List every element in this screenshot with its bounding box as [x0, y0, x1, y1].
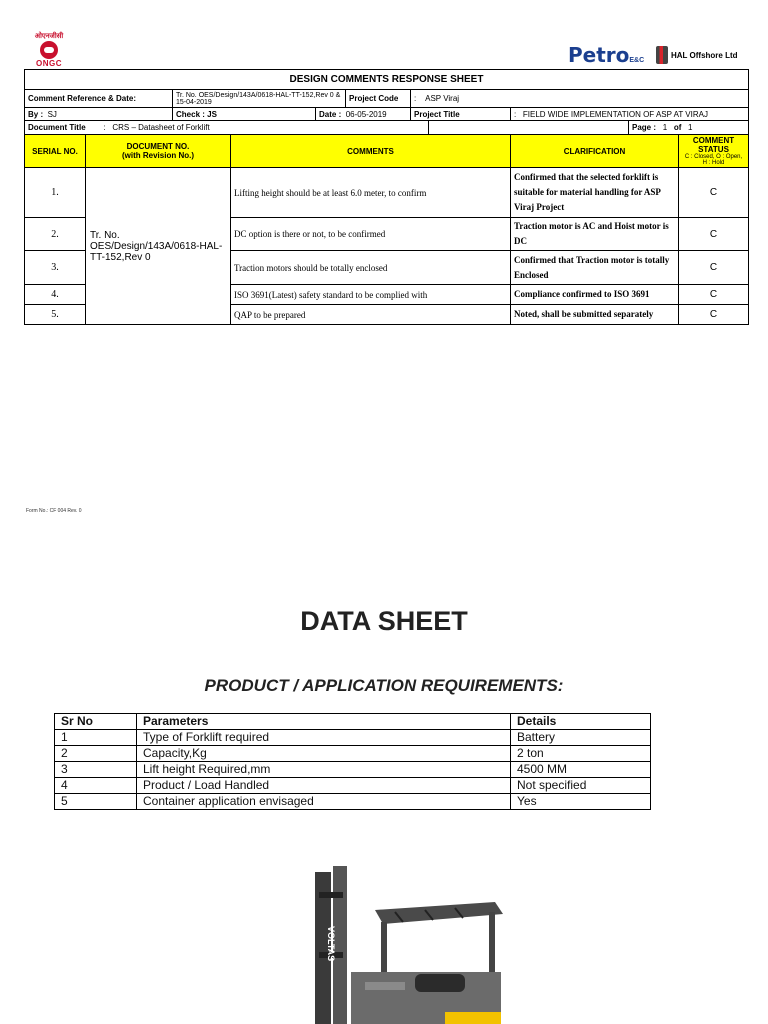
crs-title: DESIGN COMMENTS RESPONSE SHEET — [25, 70, 749, 90]
ongc-emblem-icon — [40, 41, 58, 59]
row-status: C — [679, 251, 749, 285]
ongc-hindi-text: ओएनजीसी — [34, 33, 64, 40]
sr-cell: 5 — [55, 794, 137, 810]
table-row — [55, 778, 651, 794]
row-status: C — [679, 218, 749, 251]
colon: : — [414, 94, 417, 103]
forklift-image — [285, 862, 515, 1024]
requirements-table — [54, 713, 651, 810]
param-cell: Product / Load Handled — [137, 778, 511, 794]
row-serial: 5. — [25, 305, 86, 325]
row-comment: Traction motors should be totally enclosed — [231, 251, 511, 285]
form-number: Form No.: CF 004 Rev. 0 — [26, 508, 82, 514]
row-clarification: Confirmed that the selected forklift is suitable for material handling for ASP Viraj Project — [511, 168, 679, 218]
datasheet-title: DATA SHEET — [300, 606, 468, 636]
row-docno: Tr. No. OES/Design/143A/0618-HAL-TT-152,Rev 0 — [86, 168, 231, 325]
by-value: SJ — [47, 109, 57, 119]
param-cell: Lift height Required,mm — [137, 762, 511, 778]
petro-logo — [568, 43, 644, 67]
row-serial: 4. — [25, 285, 86, 305]
row-status: C — [679, 168, 749, 218]
table-row — [55, 762, 651, 778]
details-cell: Not specified — [511, 778, 651, 794]
param-cell: Capacity,Kg — [137, 746, 511, 762]
row-clarification: Traction motor is AC and Hoist motor is DC — [511, 218, 679, 251]
ongc-logo — [28, 32, 70, 68]
row-serial: 3. — [25, 251, 86, 285]
crs-table — [24, 69, 749, 325]
ongc-wordmark: ONGC — [36, 59, 62, 68]
row-comment: ISO 3691(Latest) safety standard to be complied with — [231, 285, 511, 305]
row-comment: Lifting height should be at least 6.0 meter, to confirm — [231, 168, 511, 218]
param-cell: Container application envisaged — [137, 794, 511, 810]
sr-cell: 3 — [55, 762, 137, 778]
details-cell: Yes — [511, 794, 651, 810]
comment-ref-value: Tr. No. OES/Design/143A/0618-HAL-TT-152,Rev 0 & 15-04-2019 — [173, 90, 346, 108]
row-serial: 2. — [25, 218, 86, 251]
project-title-cell: : FIELD WIDE IMPLEMENTATION OF ASP AT VIRAJ — [511, 108, 749, 121]
datasheet-subtitle: PRODUCT / APPLICATION REQUIREMENTS: — [204, 676, 564, 695]
petro-sub: E&C — [629, 57, 645, 64]
header-comments: COMMENTS — [231, 135, 511, 168]
table-row — [55, 730, 651, 746]
project-code-cell — [411, 90, 749, 108]
row-clarification: Confirmed that Traction motor is totally Enclosed — [511, 251, 679, 285]
date-value: 06-05-2019 — [345, 109, 387, 119]
sr-cell: 2 — [55, 746, 137, 762]
header-parameters: Parameters — [137, 714, 511, 730]
header-docno: DOCUMENT NO. (with Revision No.) — [86, 135, 231, 168]
row-clarification: Compliance confirmed to ISO 3691 — [511, 285, 679, 305]
date-cell: Date : 06-05-2019 — [316, 108, 411, 121]
row-clarification: Noted, shall be submitted separately — [511, 305, 679, 325]
doc-title-value: CRS – Datasheet of Forklift — [112, 123, 210, 132]
forklift-brand-text: VOLTAS — [326, 926, 336, 962]
project-code-value: ASP Viraj — [425, 94, 460, 103]
sr-cell: 4 — [55, 778, 137, 794]
doc-title-cell: Document Title : CRS – Datasheet of Forklift — [25, 121, 429, 135]
header-sr: Sr No — [55, 714, 137, 730]
header-details: Details — [511, 714, 651, 730]
comment-ref-label: Comment Reference & Date: — [25, 90, 173, 108]
sr-cell: 1 — [55, 730, 137, 746]
page-cell: Page : 1 of 1 — [629, 121, 749, 135]
row-status: C — [679, 285, 749, 305]
project-title-label: Project Title — [411, 108, 511, 121]
hal-wordmark: HAL Offshore Ltd — [671, 50, 738, 60]
hal-emblem-icon — [656, 46, 668, 64]
table-row — [55, 746, 651, 762]
project-code-label: Project Code — [346, 90, 411, 108]
details-cell: 2 ton — [511, 746, 651, 762]
row-comment: DC option is there or not, to be confirmed — [231, 218, 511, 251]
petro-wordmark: Petro — [568, 43, 630, 67]
row-serial: 1. — [25, 168, 86, 218]
table-row — [55, 794, 651, 810]
project-title-value: FIELD WIDE IMPLEMENTATION OF ASP AT VIRAJ — [522, 109, 708, 119]
hal-logo — [656, 46, 738, 68]
details-cell: Battery — [511, 730, 651, 746]
header-clarification: CLARIFICATION — [511, 135, 679, 168]
blank-cell — [429, 121, 629, 135]
by-cell: By : SJ — [25, 108, 173, 121]
row-status: C — [679, 305, 749, 325]
details-cell: 4500 MM — [511, 762, 651, 778]
check-cell: Check : JS — [173, 108, 316, 121]
header-serial: SERIAL NO. — [25, 135, 86, 168]
param-cell: Type of Forklift required — [137, 730, 511, 746]
header-status: COMMENT STATUS C : Closed, O : Open, H : Hold — [679, 135, 749, 168]
row-comment: QAP to be prepared — [231, 305, 511, 325]
